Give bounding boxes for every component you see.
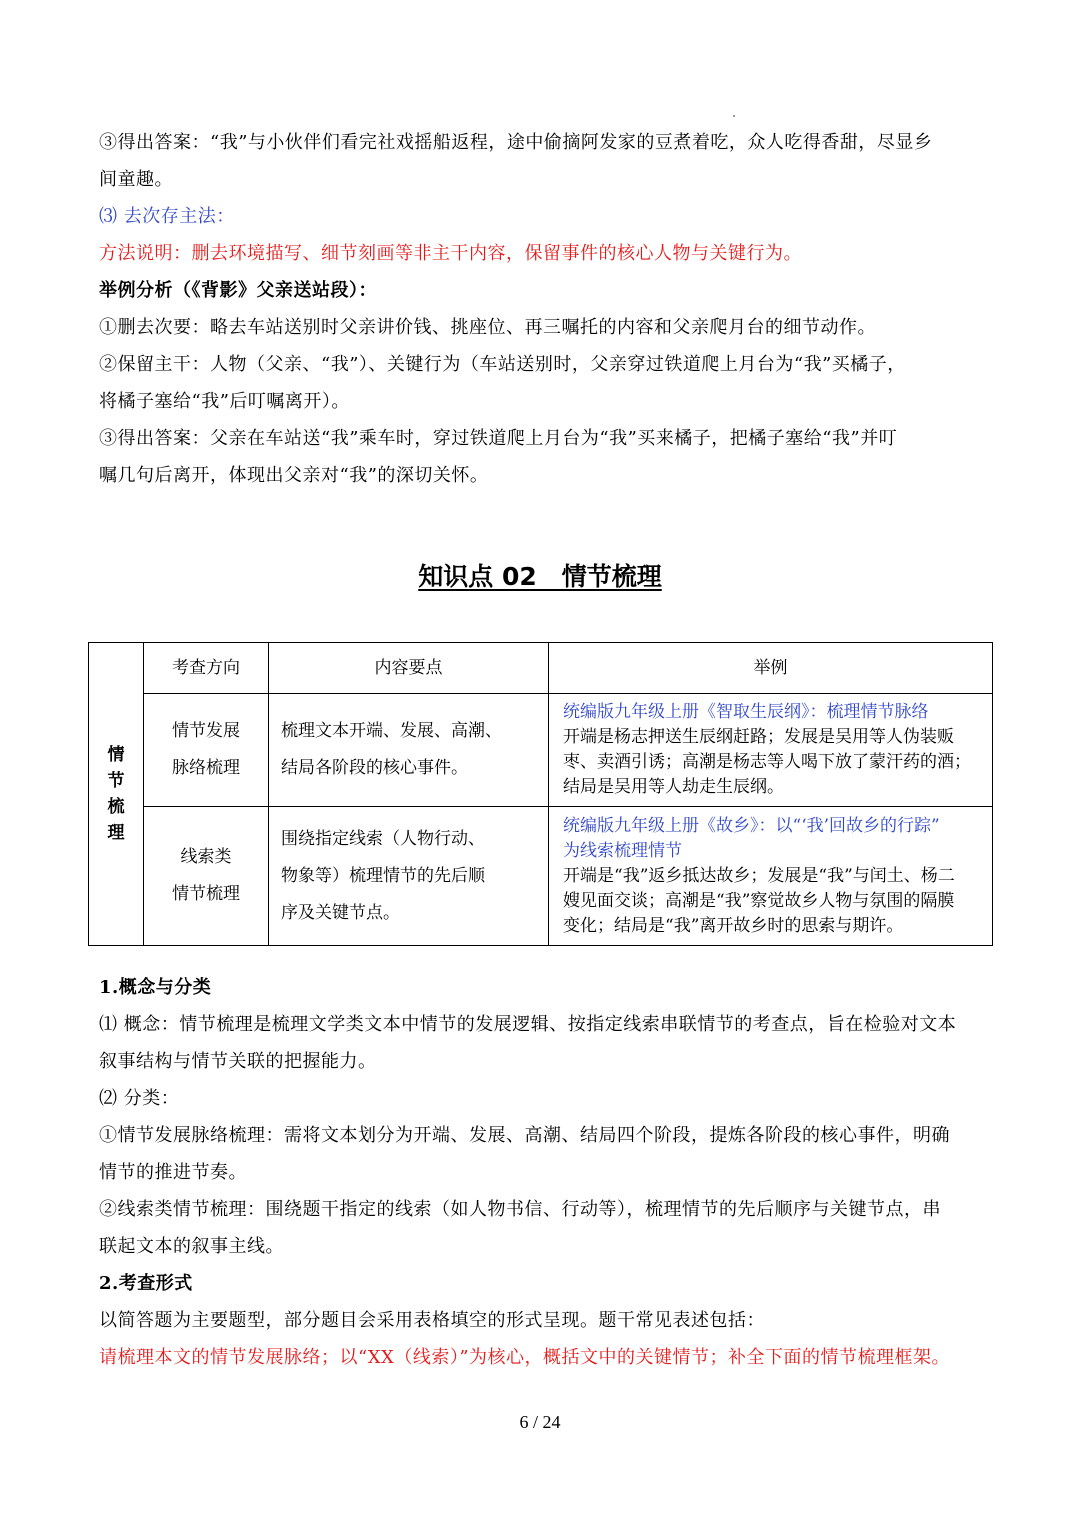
step-keep-main-line-1: ②保留主干：人物（父亲、“我”）、关键行为（车站送别时，父亲穿过铁道爬上月台为“我”买橘子， xyxy=(99,354,906,375)
concept-def-line-2: 叙事结构与情节关联的把握能力。 xyxy=(99,1051,377,1072)
header-direction: 考查方向 xyxy=(144,643,269,694)
answer-line-2: 间童趣。 xyxy=(99,169,173,190)
row1-direction: 情节发展 脉络梳理 xyxy=(144,694,269,807)
class-2-line-1: ②线索类情节梳理：围绕题干指定的线索（如人物书信、行动等），梳理情节的先后顺序与关键节点，串 xyxy=(99,1199,941,1220)
class-1-line-1: ①情节发展脉络梳理：需将文本划分为开端、发展、高潮、结局四个阶段，提炼各阶段的核心事件，明确 xyxy=(99,1125,950,1146)
concept-heading: 1.概念与分类 xyxy=(99,977,212,998)
table-row xyxy=(89,807,993,946)
speck xyxy=(733,115,735,117)
concept-def-line-1: ⑴ 概念：情节梳理是梳理文学类文本中情节的发展逻辑、按指定线索串联情节的考查点，旨在检验对文本 xyxy=(99,1014,957,1035)
answer-line-1: ③得出答案：“我”与小伙伴们看完社戏摇船返程，途中偷摘阿发家的豆煮着吃，众人吃得香甜，尽显乡 xyxy=(99,132,933,153)
row1-points: 梳理文本开端、发展、高潮、 结局各阶段的核心事件。 xyxy=(269,694,549,807)
step-answer-line-2: 嘱几句后离开，体现出父亲对“我”的深切关怀。 xyxy=(99,465,489,486)
step-delete-secondary: ①删去次要：略去车站送别时父亲讲价钱、挑座位、再三嘱托的内容和父亲爬月台的细节动作。 xyxy=(99,317,876,338)
row2-example: 统编版九年级上册《故乡》：以“‘我’回故乡的行踪” 为线索梳理情节 开端是“我”返乡抵达故乡；发展是“我”与闰土、杨二 嫂见面交谈；高潮是“我”察觉故乡人物与氛围的隔膜 变化；结局是“我”离开故乡时的思索与期许。 xyxy=(549,807,993,946)
header-points: 内容要点 xyxy=(269,643,549,694)
method-heading: ⑶ 去次存主法： xyxy=(99,206,235,227)
table-side-label: 情节梳理 xyxy=(89,643,144,946)
row2-points: 围绕指定线索（人物行动、 物象等）梳理情节的先后顺 序及关键节点。 xyxy=(269,807,549,946)
example-analysis-heading: 举例分析（《背影》父亲送站段）： xyxy=(99,280,377,301)
exam-form-desc: 以简答题为主要题型，部分题目会采用表格填空的形式呈现。题干常见表述包括： xyxy=(99,1310,765,1331)
classification-heading: ⑵ 分类： xyxy=(99,1088,180,1109)
step-answer-line-1: ③得出答案：父亲在车站送“我”乘车时，穿过铁道爬上月台为“我”买来橘子，把橘子塞给“我”并叮 xyxy=(99,428,898,449)
exam-form-heading: 2.考查形式 xyxy=(99,1273,193,1294)
step-keep-main-line-2: 将橘子塞给“我”后叮嘱离开）。 xyxy=(99,391,350,412)
class-1-line-2: 情节的推进节奏。 xyxy=(99,1162,247,1183)
row2-direction: 线索类 情节梳理 xyxy=(144,807,269,946)
table-row xyxy=(89,694,993,807)
header-example: 举例 xyxy=(549,643,993,694)
section-title-text: 知识点 02 情节梳理 xyxy=(418,562,662,591)
exam-form-examples: 请梳理本文的情节发展脉络；以“XX（线索）”为核心，概括文中的关键情节；补全下面的情节梳理框架。 xyxy=(99,1347,951,1368)
class-2-line-2: 联起文本的叙事主线。 xyxy=(99,1236,284,1257)
row1-example: 统编版九年级上册《智取生辰纲》：梳理情节脉络 开端是杨志押送生辰纲赶路；发展是吴用等人伪装贩 枣、卖酒引诱；高潮是杨志等人喝下放了蒙汗药的酒； 结局是吴用等人劫走生辰纲。 xyxy=(549,694,993,807)
section-title xyxy=(0,560,1080,594)
method-description: 方法说明：删去环境描写、细节刻画等非主干内容，保留事件的核心人物与关键行为。 xyxy=(99,243,802,264)
page-number: 6 / 24 xyxy=(519,1412,561,1432)
plot-review-table xyxy=(88,642,993,946)
